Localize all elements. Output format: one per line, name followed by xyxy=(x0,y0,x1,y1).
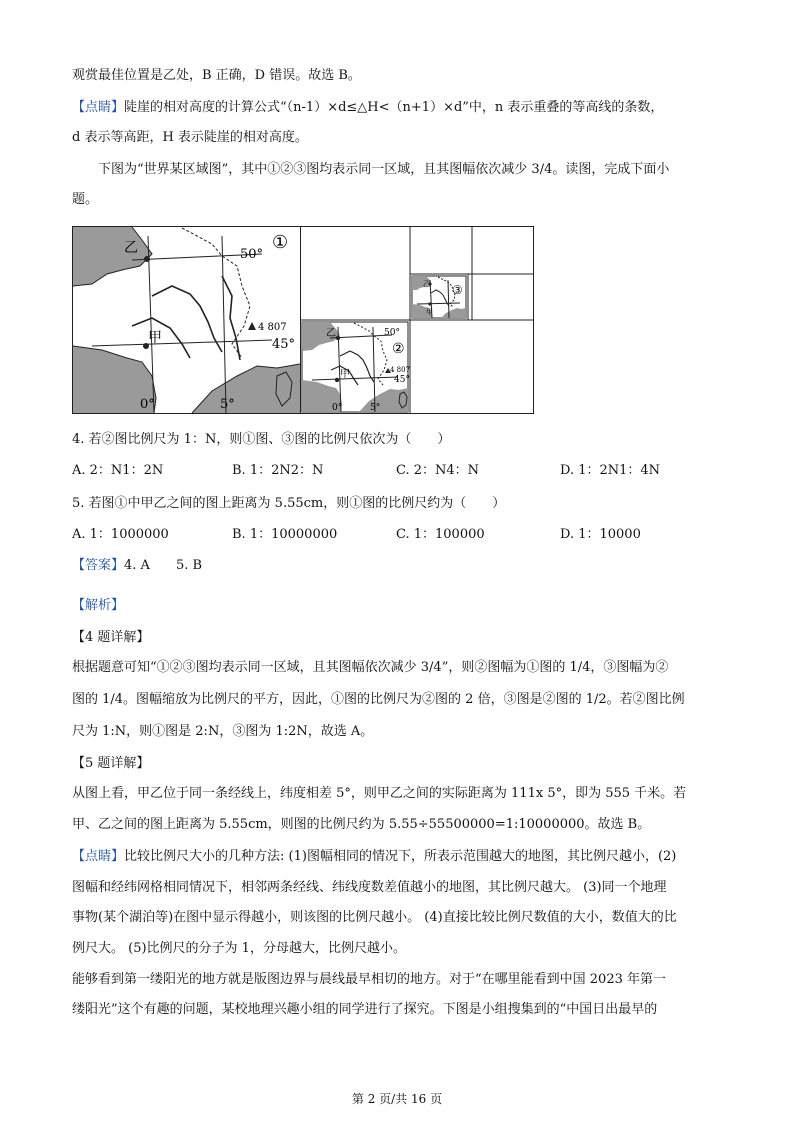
map2-lat-top-label: 50° xyxy=(384,328,400,338)
question-intro-cont: 题。 xyxy=(72,192,99,207)
tip-text: 例尺大。 (5)比例尺的分子为 1，分母越大，比例尺越小。 xyxy=(72,941,406,956)
q4-option-d: D. 1：2N1：4N xyxy=(560,463,661,478)
q4-option-b: B. 1：2N2：N xyxy=(232,463,324,478)
region-map-figure xyxy=(72,226,534,414)
map1-lat-mid-label: 45° xyxy=(272,337,296,352)
map3-city-a-label: 乙 xyxy=(423,280,430,288)
question-5-stem: 5. 若图①中甲乙之间的图上距离为 5.55cm，则①图的比例尺约为（ ） xyxy=(72,496,506,511)
map2-lat-mid-label: 45° xyxy=(394,375,410,385)
next-intro: 缕阳光”这个有趣的问题，某校地理兴趣小组的同学进行了探究。下图是小组搜集到的“中国日出最早的 xyxy=(72,1002,658,1017)
question-intro: 下图为“世界某区域图”，其中①②③图均表示同一区域，且其图幅依次减少 3/4。读图，完成下面小 xyxy=(98,162,670,177)
q5-option-d: D. 1：10000 xyxy=(560,527,641,542)
q4-option-c: C. 2：N4：N xyxy=(396,463,480,478)
map2-id-label: ② xyxy=(392,341,405,357)
q4-option-a: A. 2：N1：2N xyxy=(72,463,164,478)
answer-tag: 【答案】 xyxy=(72,558,125,573)
detail-4-title: 【4 题详解】 xyxy=(72,630,150,645)
q5-option-b: B. 1：10000000 xyxy=(232,527,338,542)
tip-line xyxy=(72,98,663,118)
tip-paragraph xyxy=(72,847,676,867)
map1-city-yi xyxy=(144,256,150,262)
map1-city-b-label: 甲 xyxy=(148,330,162,346)
detail-5-title: 【5 题详解】 xyxy=(72,756,150,771)
detail-4-text: 尺为 1:N，则①图是 2:N，③图为 1:2N，故选 A。 xyxy=(72,724,374,739)
page-footer: 第 2 页/共 16 页 xyxy=(351,1092,443,1106)
q5-option-a: A. 1：1000000 xyxy=(72,527,169,542)
analysis-line xyxy=(72,596,124,616)
map2-lon-right-label: 5° xyxy=(370,403,381,413)
analysis-tag: 【解析】 xyxy=(72,598,125,613)
map2-city-a-label: 乙 xyxy=(326,328,336,339)
map1-peak-label: 4 807 xyxy=(258,322,287,333)
answer-text: 4. A 5. B xyxy=(124,558,203,573)
detail-5-text: 甲、乙之间的图上距离为 5.55cm，则图的比例尺约为 5.55÷55500000=1:10000000。故选 B。 xyxy=(72,817,651,832)
text-line: 观赏最佳位置是乙处，B 正确，D 错误。故选 B。 xyxy=(72,68,361,83)
detail-4-text: 根据题意可知“①②③图均表示同一区域，且其图幅依次减少 3/4”，则②图幅为①图的 1/4，③图幅为② xyxy=(72,660,669,675)
tip-tag: 【点睛】 xyxy=(72,100,125,115)
map3 xyxy=(412,276,466,318)
tip-text: 比较比例尺大小的几种方法: (1)图幅相同的情况下，所表示范围越大的地图，其比例尺越小，(2) xyxy=(124,849,677,864)
q5-option-c: C. 1：100000 xyxy=(396,527,485,542)
map1-lon-left-label: 0° xyxy=(140,397,155,412)
question-4-stem: 4. 若②图比例尺为 1：N，则①图、③图的比例尺依次为（ ） xyxy=(72,432,451,447)
map2 xyxy=(302,322,410,413)
tip-text: 陡崖的相对高度的计算公式“（n-1）×d≤△H<（n+1）×d”中，n 表示重叠的等高线的条数， xyxy=(124,100,664,115)
map-figure-svg xyxy=(72,226,534,414)
next-intro: 能够看到第一缕阳光的地方就是版图边界与晨线最早相切的地方。对于“在哪里能看到中国 2023 年第一 xyxy=(72,972,666,987)
map2-peak-label: 4 807 xyxy=(390,366,411,374)
map3-city-b-label: 甲 xyxy=(426,308,433,316)
answer-line xyxy=(72,556,202,576)
detail-4-text: 图的 1/4。图幅缩放为比例尺的平方，因此，①图的比例尺为②图的 2 倍，③图是②图的 1/2。若②图比例 xyxy=(72,692,685,707)
text-line: d 表示等高距，H 表示陡崖的相对高度。 xyxy=(72,130,308,145)
detail-5-text: 从图上看，甲乙位于同一条经线上，纬度相差 5°，则甲乙之间的实际距离为 111x 5°，即为 555 千米。若 xyxy=(72,786,687,801)
map1-city-a-label: 乙 xyxy=(124,240,138,256)
map2-lon-left-label: 0° xyxy=(332,403,343,413)
map1-id-label: ① xyxy=(272,232,289,253)
map1-lat-top-label: 50° xyxy=(240,247,264,262)
map2-city-b-label: 甲 xyxy=(340,369,350,380)
tip-text: 图幅和经纬网格相同情况下，相邻两条经线、纬线度数差值越小的地图，其比例尺越大。 (3)同一个地理 xyxy=(72,880,667,895)
map1-lon-right-label: 5° xyxy=(220,397,235,412)
tip-tag: 【点睛】 xyxy=(72,849,125,864)
map3-id-label: ③ xyxy=(452,283,463,297)
tip-text: 事物(某个湖泊等)在图中显示得越小，则该图的比例尺越小。 (4)直接比较比例尺数值的大小，数值大的比 xyxy=(72,910,677,925)
